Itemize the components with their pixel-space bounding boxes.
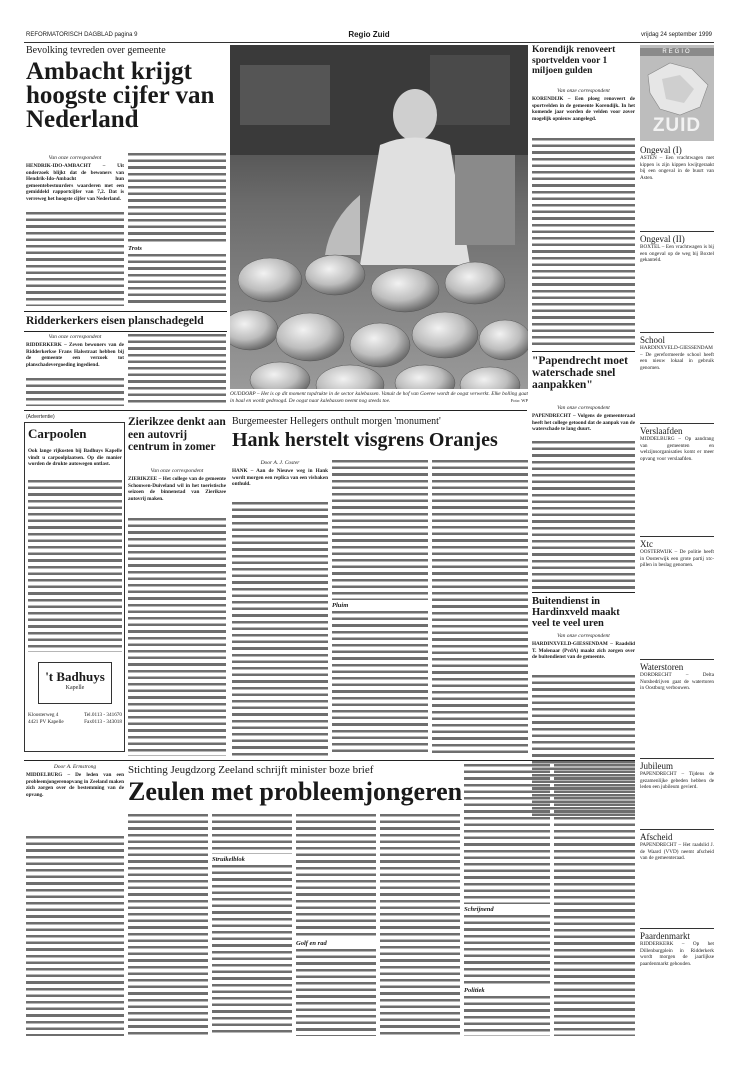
divider bbox=[24, 410, 527, 411]
zeulen-body-col3b bbox=[296, 949, 376, 1036]
zierikzee-byline: Van onze correspondent bbox=[150, 468, 204, 474]
photo-caption-text: OUDDORP – Het is op dit moment topdrukte in de sector kalebassen. Vanuit de hof van Goeree wordt de oogst verwerkt. Elke bolling gaat in baal en wordt gedroogd. De oogst naar kalebassen neemt nog steeds toe. bbox=[230, 391, 528, 404]
brief-title: Verslaafden bbox=[640, 426, 683, 436]
advert-tag: (Advertentie) bbox=[26, 414, 55, 420]
brief-title: Waterstoren bbox=[640, 662, 684, 672]
ridderkerk-headline: Ridderkerkers eisen planschadegeld bbox=[26, 316, 204, 327]
hank-body-col2a bbox=[332, 460, 428, 600]
buitendienst-byline: Van onze correspondent bbox=[557, 633, 610, 639]
brief-3 bbox=[640, 332, 714, 423]
buitendienst-headline: Buitendienst in Hardinxveld maakt veel te veel uren bbox=[532, 596, 620, 629]
zeulen-subhead-3: Schrijnend bbox=[464, 906, 494, 913]
advert-city: 4421 PV Kapelle bbox=[28, 719, 64, 725]
ambacht-lead: HENDRIK-IDO-AMBACHT – Uit onderzoek blijkt dat de bewoners van Hendrik-Ido-Ambacht hun gemeentebestuurders waarderen met een gemiddeld rapportcijfer van 7,2. Dat is verreweg het hoogste cijfer van Nederland. bbox=[26, 163, 124, 202]
papendrecht-body bbox=[532, 441, 635, 589]
zierikzee-body bbox=[128, 518, 226, 756]
hank-body-col2b bbox=[332, 611, 428, 756]
zeulen-kicker: Stichting Jeugdzorg Zeeland schrijft minister boze brief bbox=[128, 765, 374, 776]
masthead bbox=[24, 28, 714, 43]
ambacht-headline: Ambacht krijgt hoogste cijfer van Nederland bbox=[26, 60, 215, 133]
advert-title: Carpoolen bbox=[28, 428, 87, 441]
brief-title: Ongeval (II) bbox=[640, 234, 685, 244]
brief-title: Paardenmarkt bbox=[640, 931, 690, 941]
brief-text: ASTEN – Een vrachtwagen met kippen is zijn kippen kwijtgeraakt bij een ongeval in de buurt van Asten. bbox=[640, 155, 714, 181]
masthead-paper: REFORMATORISCH DAGBLAD pagina 9 bbox=[26, 32, 138, 38]
zeulen-body-col3a bbox=[296, 814, 376, 938]
zeulen-body-col6 bbox=[554, 764, 635, 1036]
badhuys-logo bbox=[38, 662, 112, 704]
hank-body-col3 bbox=[432, 460, 528, 756]
hank-body-col1 bbox=[232, 502, 328, 756]
korendijk-body bbox=[532, 138, 635, 348]
divider bbox=[532, 351, 635, 352]
zeulen-body-col5c bbox=[464, 996, 550, 1036]
brief-text: HARDINXVELD-GIESSENDAM – De gereformeerde school heeft een nieuw lokaal in gebruik genomen. bbox=[640, 345, 714, 371]
banner-main-text: ZUID bbox=[652, 115, 702, 136]
hank-kicker: Burgemeester Hellegers onthult morgen 'monument' bbox=[232, 416, 441, 427]
brief-4 bbox=[640, 423, 714, 536]
advert-body bbox=[28, 480, 122, 652]
photo-illustration bbox=[230, 45, 528, 389]
advert-address: Kloosterweg 4 bbox=[28, 712, 59, 718]
advert-contact bbox=[28, 712, 122, 740]
ambacht-body-col2a bbox=[128, 153, 226, 243]
badhuys-logo-sub: Kapelle bbox=[65, 685, 85, 691]
divider bbox=[24, 760, 635, 761]
brief-text: MIDDELBURG – Op aandrang van gemeenten en welzijnsorganisaties komt er meer opvang voor verslaafden. bbox=[640, 436, 714, 462]
middelburg-byline: Door A. Ermstrong bbox=[53, 764, 97, 770]
banner-top-text: REGIO bbox=[640, 48, 714, 56]
regio-zuid-banner bbox=[640, 45, 714, 141]
zeulen-headline: Zeulen met probleemjongeren bbox=[128, 780, 463, 806]
brief-title: Afscheid bbox=[640, 832, 673, 842]
korendijk-byline: Van onze correspondent bbox=[557, 88, 610, 94]
masthead-section: Regio Zuid bbox=[348, 30, 390, 39]
brief-title: School bbox=[640, 335, 666, 345]
korendijk-headline: Korendijk renoveert sportvelden voor 1 miljoen gulden bbox=[532, 45, 616, 76]
ambacht-subhead: Trots bbox=[128, 245, 142, 252]
papendrecht-lead: PAPENDRECHT – Volgens de gemeenteraad heeft het college getoond dat de aanpak van de waterschade te lang duurt. bbox=[532, 413, 635, 433]
zeulen-body-col5a bbox=[464, 764, 550, 904]
brief-text: PAPENDRECHT – Tijdens de gezamenlijke gebeden hebben de leden een jubileum gevierd. bbox=[640, 771, 714, 791]
zierikzee-headline: Zierikzee denkt aan een autovrij centrum in zomer bbox=[128, 416, 226, 453]
advert-phone: Tel.0113 - 341670 bbox=[84, 712, 122, 718]
brief-1 bbox=[640, 145, 714, 231]
korendijk-lead: KORENDIJK – Een ploeg renoveert de sportvelden in de gemeente Korendijk. In het komende jaar worden de velden voor zover mogelijk opnieuw aangelegd. bbox=[532, 96, 635, 122]
brief-text: BOXTEL – Een vrachtwagen is bij een ongeval op de weg bij Boxtel gekanteld. bbox=[640, 244, 714, 264]
brief-title: Ongeval (I) bbox=[640, 145, 682, 155]
divider bbox=[532, 592, 635, 593]
brief-6 bbox=[640, 659, 714, 758]
ambacht-kicker: Bevolking tevreden over gemeente bbox=[26, 45, 166, 56]
zeulen-body-col5b bbox=[464, 915, 550, 985]
ridderkerk-byline: Van onze correspondent bbox=[48, 334, 102, 340]
photo-caption bbox=[230, 391, 528, 405]
divider bbox=[24, 331, 227, 332]
kalebas-photo bbox=[230, 45, 528, 389]
brief-text: DORDRECHT – Delta Nutsbedrijven gaat de watertoren in Oostburg verbouwen. bbox=[640, 672, 714, 692]
zeulen-body-col4 bbox=[380, 814, 460, 1036]
news-briefs bbox=[640, 145, 714, 1040]
hank-lead: HANK – Aan de Nieuwe weg in Hank wordt morgen een replica van een visbaken onthuld. bbox=[232, 468, 328, 488]
zeulen-subhead-1: Struikelblok bbox=[212, 856, 245, 863]
ambacht-byline: Van onze correspondent bbox=[48, 155, 102, 161]
brief-2 bbox=[640, 231, 714, 332]
brief-text: RIDDERKERK – Op het Dillenburgplein in Ridderkerk wordt morgen de jaarlijkse paardenmarkt gehouden. bbox=[640, 941, 714, 967]
brief-7 bbox=[640, 758, 714, 829]
photo-credit: Foto: WP bbox=[510, 397, 528, 403]
zierikzee-lead: ZIERIKZEE – Het college van de gemeente Schouwen-Duiveland wil in het toeristische seizoen de binnenstad van Zierikzee autovrij maken. bbox=[128, 476, 226, 502]
zeulen-subhead-2: Golf en rad bbox=[296, 940, 327, 947]
brief-title: Jubileum bbox=[640, 761, 673, 771]
ridderkerk-body-col2 bbox=[128, 334, 226, 406]
ambacht-body-col2b bbox=[128, 254, 226, 306]
ambacht-body-col1 bbox=[26, 212, 124, 306]
advert-lead: Ook lange rijkosten bij Badhuys Kapelle vindt u carpoolplaatsen. Op die manier worden de drukte autowegen ontlast. bbox=[28, 448, 122, 468]
brief-text: PAPENDRECHT – Het raadslid J. de Waard (VVD) neemt afscheid van de gemeenteraad. bbox=[640, 842, 714, 862]
brief-8 bbox=[640, 829, 714, 928]
hank-subhead: Pluim bbox=[332, 602, 349, 609]
newspaper-page bbox=[24, 28, 714, 1040]
middelburg-lead: MIDDELBURG – De leden van een probleemjongerenopvang in Zeeland maken zich zorgen over de bestemming van de opvang. bbox=[26, 772, 124, 798]
zeulen-body-col2a bbox=[212, 814, 292, 854]
masthead-date: vrijdag 24 september 1999 bbox=[640, 32, 712, 38]
brief-title: Xtc bbox=[640, 539, 653, 549]
ridderkerk-body-col1 bbox=[26, 378, 124, 406]
brief-9 bbox=[640, 928, 714, 1027]
ridderkerk-lead: RIDDERKERK – Zeven bewoners van de Ridderkerkse Frans Halsstraat hebben bij de gemeente een verzoek tot planschadevergoeding ingediend. bbox=[26, 342, 124, 368]
hank-headline: Hank herstelt visgrens Oranjes bbox=[232, 431, 498, 451]
papendrecht-headline: "Papendrecht moet waterschade snel aanpakken" bbox=[532, 355, 628, 391]
divider bbox=[24, 311, 227, 312]
zeulen-body-col1 bbox=[128, 814, 208, 1036]
middelburg-body bbox=[26, 836, 124, 1036]
zeulen-subhead-4: Politiek bbox=[464, 987, 485, 994]
hank-byline: Door A. J. Coster bbox=[260, 460, 300, 466]
badhuys-logo-text: 't Badhuys bbox=[45, 669, 105, 684]
buitendienst-lead: HARDINXVELD-GIESSENDAM – Raadslid T. Molenaar (PvdA) maakt zich zorgen over de buitendienst van de gemeente. bbox=[532, 641, 635, 661]
brief-text: OOSTERWIJK – De politie heeft in Oosterwijk een grote partij xtc-pillen in beslag genomen. bbox=[640, 549, 714, 569]
advert-fax: Fax0113 - 343018 bbox=[84, 719, 122, 725]
papendrecht-byline: Van onze correspondent bbox=[557, 405, 610, 411]
brief-5 bbox=[640, 536, 714, 659]
zeulen-body-col2b bbox=[212, 865, 292, 1036]
